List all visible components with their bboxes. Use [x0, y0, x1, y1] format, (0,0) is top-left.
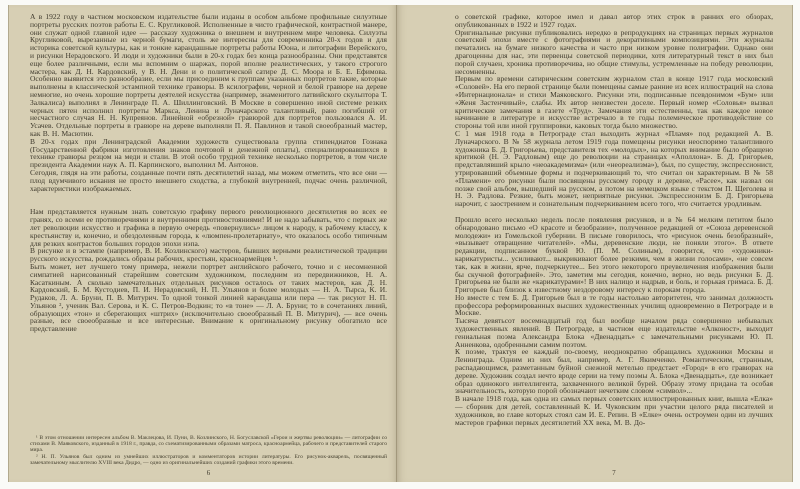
paragraph: о советской графике, которое имел и давал автор этих строк в ранних его обзорах, опубликованных в 1922 и 1927 годах. [455, 12, 773, 29]
footnote: ² Н. П. Ульянов был одним из умнейших иллюстраторов и комментаторов истории литературы. Его рисунок-акварель, посвященный замечательному мыслителю XVIII века Дидро, — одно из оригинальнейших созданий графики этого времени. [30, 453, 387, 466]
paragraph: А в 1922 году в частном московском издательстве были изданы в особом альбоме профильные силуэтные портреты русских поэтов работы Е. С. Кругликовой. Исполненные в чисто графической, контрастной манере, они служат одной главной идее — рассказу художника о внешнем и внутреннем мире человека. Силуэты Кругликовой, вырезанные из черной бумаги, столь же интересны для современника 20-х годов и для историка советской культуры, как и тонкие карандашные портреты работы Юона, и литографии Верейского, и рисунки Нерадовского. И люди и художники были в 20-х годах без конца разнообразны. Они представятся еще более различными, если мы вспомним о шаржах, порой вполне реалистических, у такого строгого мастера, как Д. Н. Кардовский, у В. Н. Дени и о политической сатире Д. С. Моора и Б. Е. Ефимова. Особенно выявится это разнообразие, если мы присоединим к группам указанных портретов такие, которые выполнены в классической эстампной технике гравюры. В ксилографии, черной и белой гравюре на дереве немногие, но очень хорошие портреты деятелей искусства (например, знаменитого латвийского скульптора Т. Залкалиса) выполнял в Ленинграде П. А. Шиллинговский. В Москве в совершенно иной системе резких черных пятен исполнил портреты Маркса, Ленина и Луначарского талантливый, рано погибший от несчастного случая Н. Н. Купреянов. Линейной «обрезной» гравюрой для портретов пользовался А. И. Усачев. Отдельные портреты в гравюре на дереве выполняли П. Я. Павлинов и такой своеобразный мастер, как В. Н. Масютин. [30, 12, 387, 138]
paragraph: Первым по времени сатирическим советским журналом стал в конце 1917 года московский «Соловей». На его первой странице были помещены самые ранние из всех иллюстраций на слова «Интернационала» и стихи Маяковского. Рисунки эти, подписанные псевдонимом «Бум» или «Женя Застенчивый», слабы. Их автор неизвестен доселе. Первый номер «Соловья» вызвал критические замечания в газете «Труд». Замечания эти естественны, так как каждое новое начинание в литературе и искусстве встречало в те годы полемическое противодействие со стороны той или иной группировки, каковых тогда было множество. [455, 74, 773, 131]
paragraph: Быть может, нет лучшего тому примера, нежели портрет английского рабочего, точно и с несомненной симпатией нарисованный старейшим советским художником, последним из передвижников, Н. А. Касаткиным. А сколько замечательных отдельных рисунков осталось от таких мастеров, как Д. Н. Кардовский, Б. М. Кустодиев, П. И. Нерадовский, Н. П. Ульянов и более молодых — Н. А. Тырса, К. И. Рудаков, Л. А. Бруни, П. В. Митурич. То одной тонкой линией карандаша или пера — так рисуют Н. П. Ульянов ², ученик Вал. Серова, и К. С. Петров-Водкин; то «в тоне» — Л. А. Бруни; то в сочетаниях линий, образующих «тон» и сберегающих «штрих» (исключительно своеобразный П. В. Митурич), — все очень разные, все своеобразные и все интересные. Внимание к оригинальному рисунку обогатило все представление [30, 261, 387, 334]
right-page-section-1 [455, 13, 773, 208]
paragraph: К поэме, трактуя ее каждый по-своему, неоднократно обращались художники Москвы и Ленинграда. Одним из них был, например, А. Г. Якимченко. Романтическим, странным, распадающимся, разметанным буйной снежной метелью предстает «Город» в его гравюрах на дереве. Художник создал нечто вроде серии на тему поэмы А. Блока «Двенадцать», где возникает образ одинокого интеллигента, захваченного великой бурей. Образу этому придана та особая значительность, которую порой обозначают нечетким словом «символ»... [455, 347, 773, 396]
left-page [8, 5, 397, 482]
right-page-section-2 [455, 216, 773, 427]
paragraph: В начале 1918 года, как одна из самых первых советских иллюстрированных книг, вышла «Елка» — сборник для детей, составленный К. И. Чуковским при участии целого ряда писателей и художников, во главе которых стоял сам И. Е. Репин. В «Елке» очень остроумен один из лучших мастеров графики первых десятилетий XX века, М. В. До- [455, 394, 773, 427]
paragraph: Но вместе с тем Б. Д. Григорьев был в те годы настолько авторитетен, что занимал должность профессора реформированных высших художественных училищ одновременно в Петрограде и в Москве. [455, 292, 773, 318]
right-page-number: 7 [612, 470, 616, 477]
paragraph: В рисунке и в эстампе (например, В. И. Козлинского) мастеров, бывших верными реалистической традиции русского искусства, рождались образы рабочих, крестьян, красноармейцев ¹. [30, 246, 387, 264]
paragraph: Тысяча девятьсот восемнадцатый год был вообще началом ряда совершенно небывалых художественных явлений. В Петрограде, в частном еще издательстве «Алконост», выходит гениальная поэма Александра Блока «Двенадцать» с замечательными рисунками Ю. П. Анненкова, одобренными самим поэтом. [455, 316, 773, 349]
paragraph: В 20-х годах при Ленинградской Академии художеств существовала группа стипендиатов Гознака (Государственной фабрики изготовления знаков почтовой и денежной оплаты), специализировавшихся в технике гравюры резцом на меди и стали. В этой особо трудной технике несколько портретов, в том числе президента Академии наук А. П. Карпинского, выполнил М. Антонов. [30, 136, 387, 170]
paragraph: Нам представляется нужным знать советскую графику первого революционного десятилетия во всех ее гранях, со всеми ее противоречиями и внутренними противостояниями! И не надо забывать, что с первых же лет революции искусство и графика в первую очередь «повернулись» лицом к народу, к рабочему классу, к крестьянству и, конечно, и обездоленным города, к «люмпен-пролетариату», что оказалось особо типичным для резких контрастов больших городов эпохи нэпа. [30, 207, 387, 248]
paragraph: С 1 мая 1918 года в Петрограде стал выходить журнал «Пламя» под редакцией А. В. Луначарского. В № 58 журнала летом 1919 года помещены рисунки неоспоримо талантливого художника Б. Д. Григорьева, представителя тех «молодых», на которых внимание было обращено критикой (Н. Э. Радловым) еще до революции на страницах «Аполлона». Б. Д. Григорьев, представлявший крыло «неоакадемизма» (или «неореализма»), был, по существу, экспрессионист, утрировавший объемные формы и подчеркивающий то, что считал он характерным. В № 58 «Пламени» его рисунки были посвящены русскому городу и деревне, «Расее», как назвал он позже свой альбом, вышедший на русском, а потом на немецком языке с текстом П. Щеголева и Н. Э. Радлова. Резкие, быть может, неприятные рисунки. Экспрессионизм Б. Д. Григорьева нарочит, с заострением и сознательным подчеркиванием всего того, что считается уродливым. [455, 128, 773, 209]
right-page [397, 5, 793, 482]
left-page-text-column [30, 13, 387, 482]
paragraph: Сегодня, глядя на эти работы, созданные почти пять десятилетий назад, мы можем отметить, что все они — плод вдумчивого искания не просто внешнего сходства, а глубокой внутренней, подчас очень различной, характеристики изображаемых. [30, 167, 387, 193]
paragraph: Прошло всего несколько недель после появления рисунков, и в № 64 мелким петитом было обнародовано письмо «О красоте и безобразии», полученное редакцией от «Союза деревенской молодежи» из Гомельской губернии. В письме говорилось, что «рисунок очень безобразный», «вызывает отвращение читателей». «Мы, деревенские люди, не поняли этого». В ответе редакции, подписанном буквой Ю. (П. М. Солиным), говорится, что «художники-карикатуристы... усиливают... выкрикивают более резкими, чем в жизни голосами», «не совсем так, как в жизни, ярче, подчеркнутее... Без этого некоторого преувеличения изображения были бы скучной фотографией». Это, заметим мы сегодня, конечно, верно, но ведь рисунки Б. Д. Григорьева не были же «карикатурами»! В них налицо и надрыв, и боль, и горькая гримаса. Б. Д. Григорьев был близок к известному нездоровому интересу к порокам города. [455, 214, 773, 295]
left-page-number: 6 [206, 470, 211, 477]
right-page-text-column [455, 13, 773, 482]
paragraph: Оригинальные рисунки публиковались нередко в репродукциях на страницах первых журналов советской эпохи вместе с фотографиями и декоративными композициями. Эти журналы печатались на бумаге низкого качества и часто при низком уровне полиграфии. Однако они драгоценны для нас, эти первенцы советской периодики, хотя литературный текст в них был порой случаен, хроника противоречива, но общие стимулы, устремленные на победу революции, несомненны. [455, 27, 773, 76]
footnote: ¹ В этом отношении интересен альбом В. Маклецова, И. Пуни, В. Козлинского, Н. Богуславской «Герои и жертвы революции» — литографии со стихами В. Маяковского, изданный в 1918 г., правда, со схематизированными образами матроса, красноармейца, рабочего и представителей старого мира. [30, 434, 387, 454]
left-page-section-2 [30, 208, 387, 333]
footnotes [30, 435, 387, 466]
left-page-section-1 [30, 13, 387, 192]
